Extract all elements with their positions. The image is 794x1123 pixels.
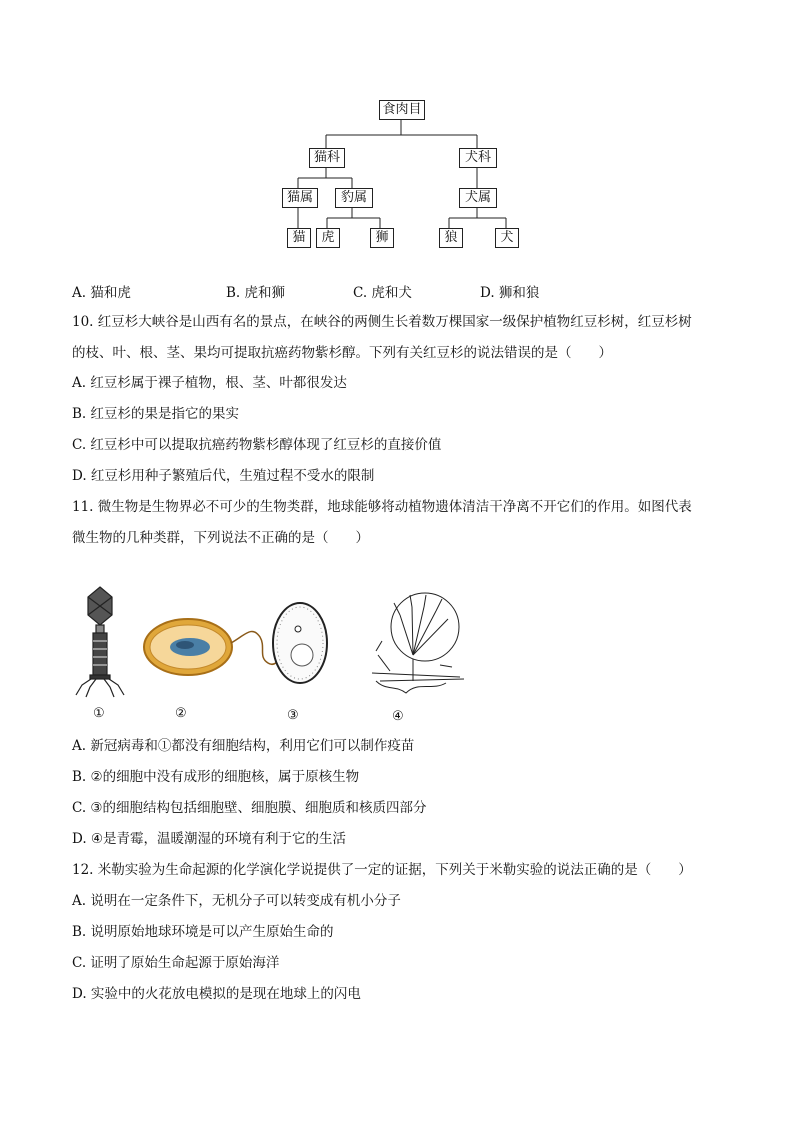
tree-node-species-cat: 猫 <box>287 228 311 248</box>
tree-node-family-dog: 犬科 <box>459 148 497 168</box>
q9-option-d: D. 狮和狼 <box>480 285 540 301</box>
tree-node-root: 食肉目 <box>379 100 425 120</box>
figure-label-4: ④ <box>392 709 404 724</box>
tree-node-family-cat: 猫科 <box>309 148 345 168</box>
q10-option-c: C. 红豆杉中可以提取抗癌药物紫杉醇体现了红豆杉的直接价值 <box>72 437 442 453</box>
figure-label-2: ② <box>175 706 187 721</box>
q12-option-b: B. 说明原始地球环境是可以产生原始生命的 <box>72 924 334 940</box>
yeast-illustration <box>273 603 327 683</box>
penicillium-illustration <box>372 593 464 693</box>
q12-stem: 12. 米勒实验为生命起源的化学演化学说提供了一定的证据，下列关于米勒实验的说法正确的是（ ） <box>72 862 692 878</box>
q12-option-d: D. 实验中的火花放电模拟的是现在地球上的闪电 <box>72 986 361 1002</box>
tree-node-species-lion: 狮 <box>370 228 394 248</box>
bacteriophage-illustration <box>76 587 124 697</box>
q9-option-b: B. 虎和狮 <box>226 285 286 301</box>
figure-label-3: ③ <box>287 708 299 723</box>
q11-option-b: B. ②的细胞中没有成形的细胞核，属于原核生物 <box>72 769 360 785</box>
q11-stem-line2: 微生物的几种类群，下列说法不正确的是（ ） <box>72 530 369 546</box>
q11-option-a: A. 新冠病毒和①都没有细胞结构，利用它们可以制作疫苗 <box>72 738 415 754</box>
tree-node-genus-dog: 犬属 <box>459 188 497 208</box>
tree-node-species-wolf: 狼 <box>439 228 463 248</box>
q9-option-a: A. 猫和虎 <box>72 285 131 301</box>
tree-node-genus-leopard: 豹属 <box>335 188 373 208</box>
q10-option-a: A. 红豆杉属于裸子植物，根、茎、叶都很发达 <box>72 375 347 391</box>
classification-tree-lines <box>0 0 794 260</box>
tree-node-species-tiger: 虎 <box>316 228 340 248</box>
q12-option-a: A. 说明在一定条件下，无机分子可以转变成有机小分子 <box>72 893 401 909</box>
q10-stem-line2: 的枝、叶、根、茎、果均可提取抗癌药物紫杉醇。下列有关红豆杉的说法错误的是（ ） <box>72 345 612 361</box>
q10-stem-line1: 10. 红豆杉大峡谷是山西有名的景点，在峡谷的两侧生长着数万棵国家一级保护植物红豆杉树，红豆杉树 <box>72 314 692 330</box>
q9-option-c: C. 虎和犬 <box>353 285 412 301</box>
figure-label-1: ① <box>93 706 105 721</box>
q11-stem-line1: 11. 微生物是生物界必不可少的生物类群，地球能够将动植物遗体清洁干净离不开它们的作用。如图代表 <box>72 499 692 515</box>
bacterium-illustration <box>144 619 282 675</box>
q12-option-c: C. 证明了原始生命起源于原始海洋 <box>72 955 280 971</box>
q11-option-d: D. ④是青霉，温暖潮湿的环境有利于它的生活 <box>72 831 347 847</box>
tree-node-species-dog: 犬 <box>495 228 519 248</box>
tree-node-genus-cat: 猫属 <box>282 188 318 208</box>
microbes-figure <box>60 585 480 705</box>
q11-option-c: C. ③的细胞结构包括细胞壁、细胞膜、细胞质和核质四部分 <box>72 800 427 816</box>
q10-option-b: B. 红豆杉的果是指它的果实 <box>72 406 240 422</box>
q10-option-d: D. 红豆杉用种子繁殖后代，生殖过程不受水的限制 <box>72 468 375 484</box>
